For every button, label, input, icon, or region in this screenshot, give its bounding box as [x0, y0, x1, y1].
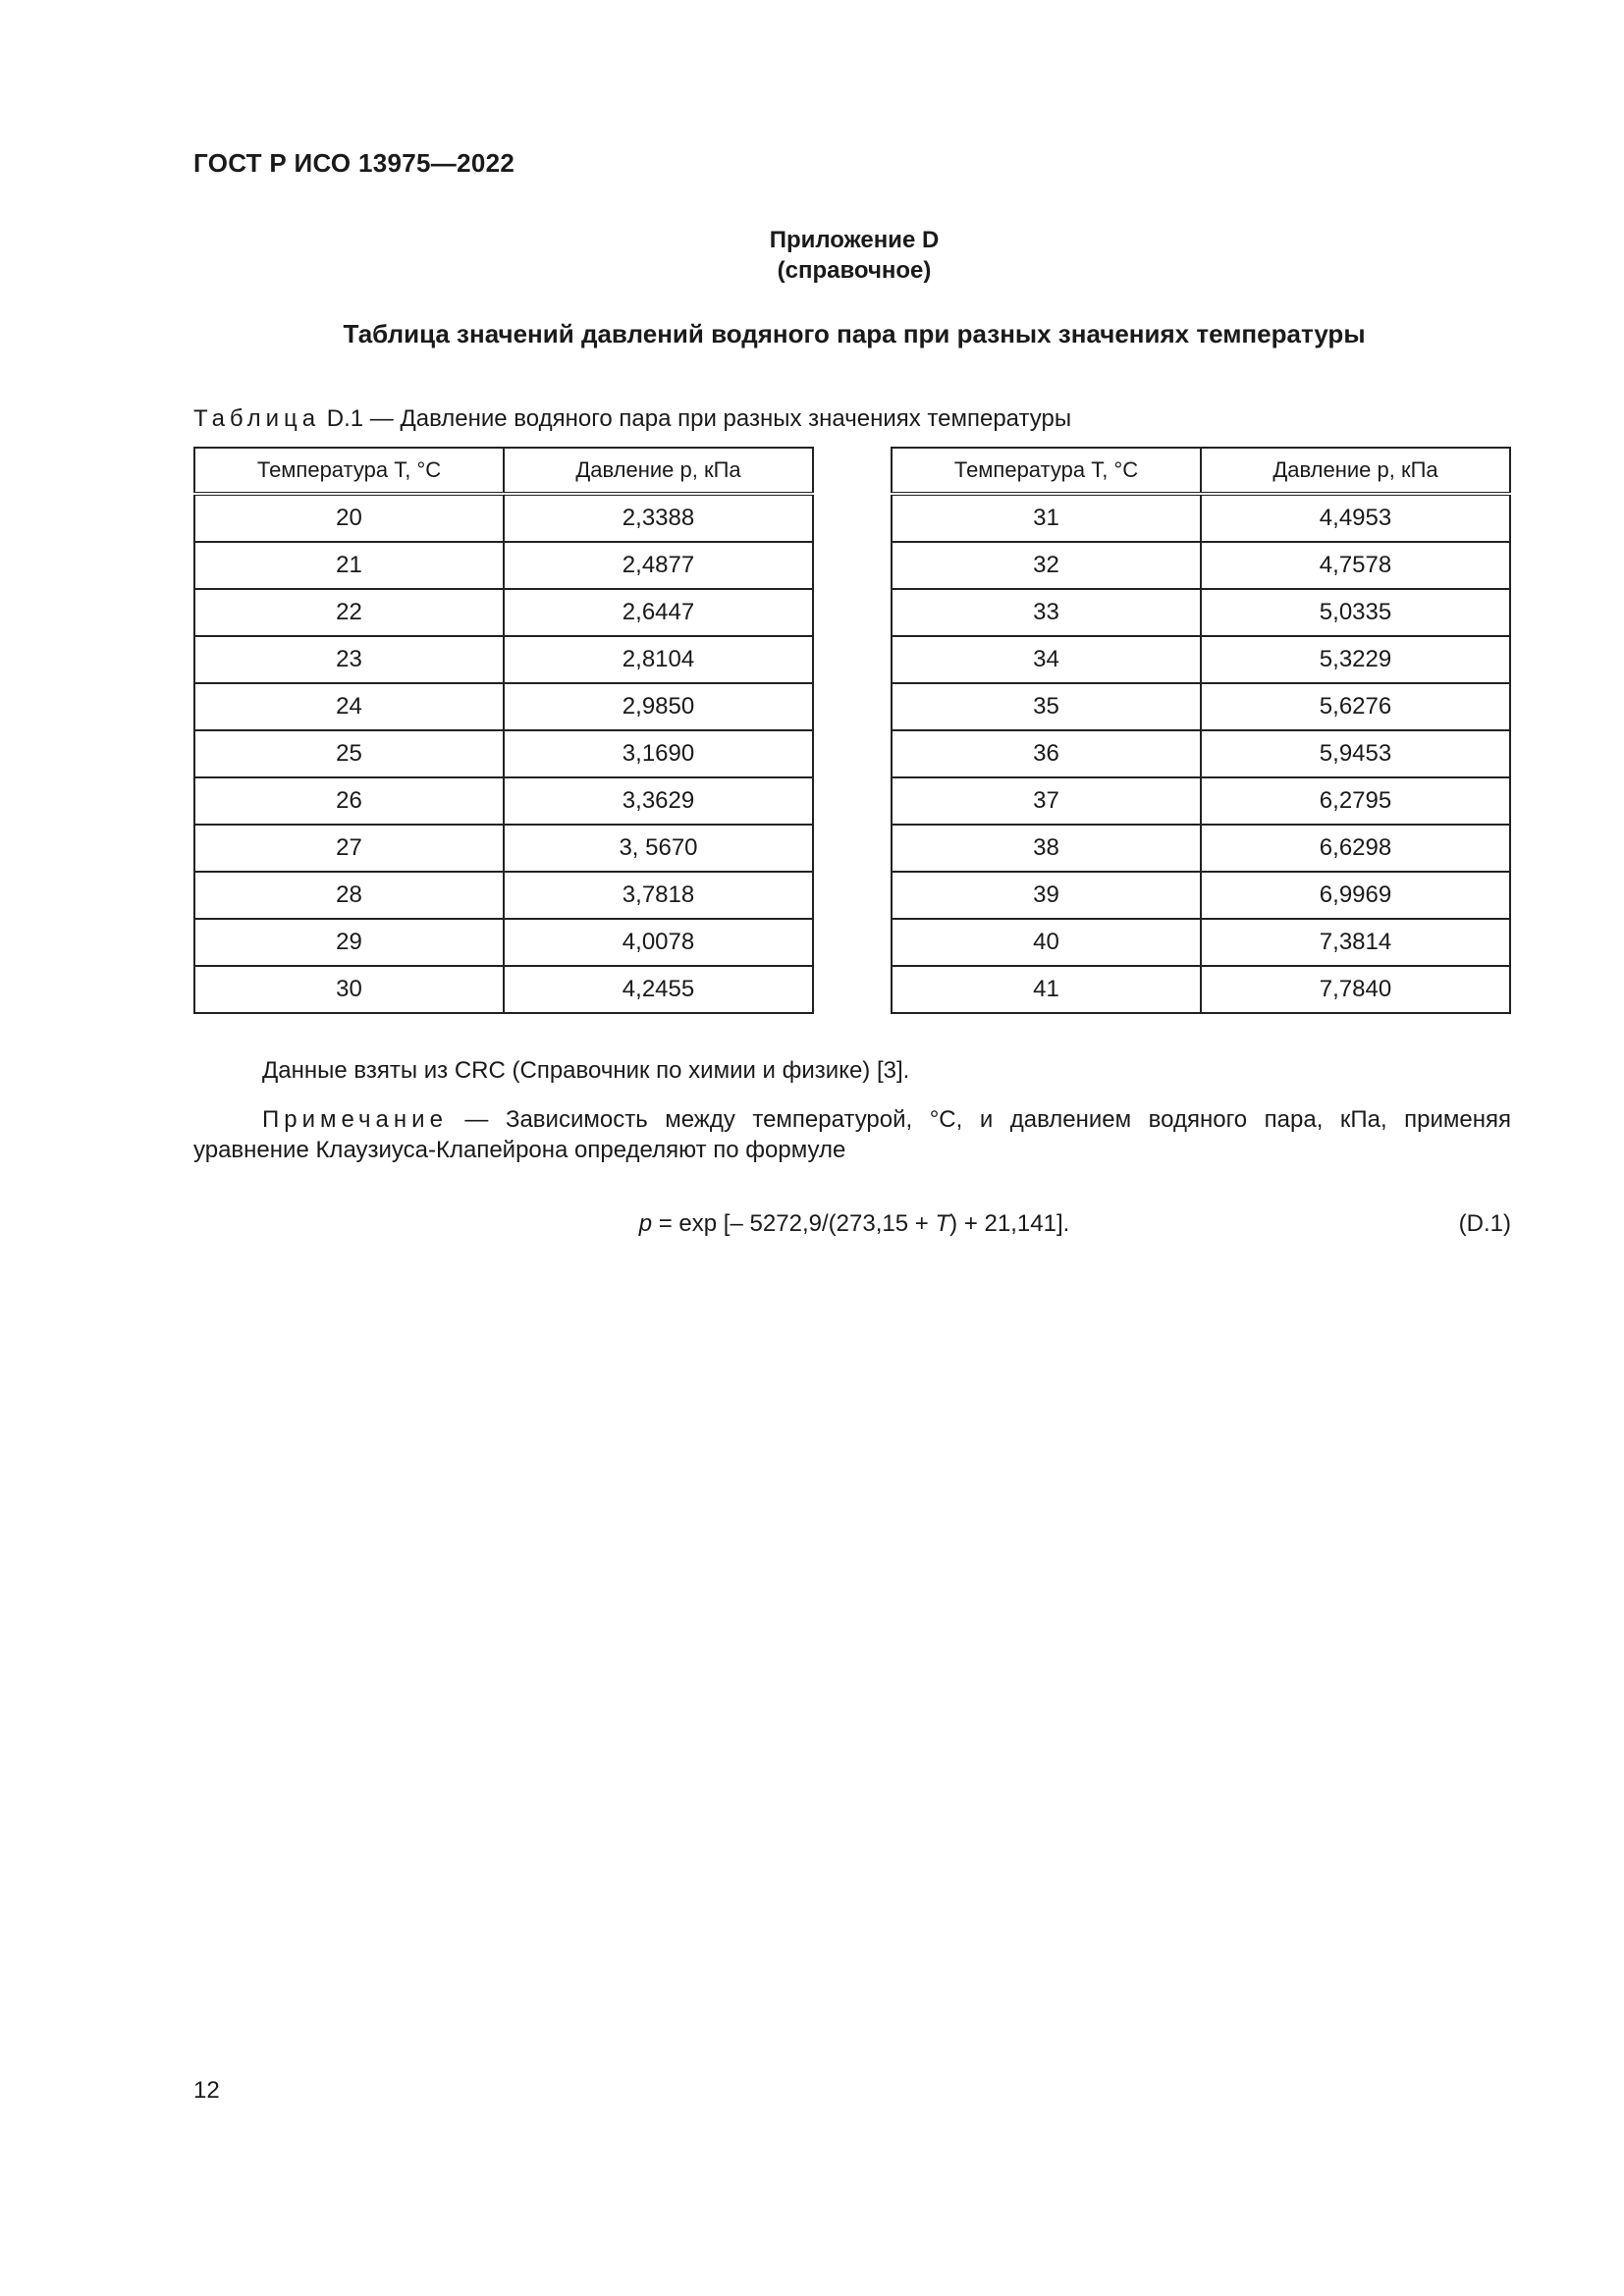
annex-label: Приложение D — [769, 227, 940, 253]
table-row — [194, 777, 813, 825]
cell-pressure: 3, 5670 — [504, 825, 813, 872]
annex-heading — [0, 225, 1624, 286]
table-row — [892, 872, 1510, 919]
table-row — [892, 494, 1510, 542]
cell-pressure: 2,6447 — [504, 589, 813, 636]
cell-temperature: 31 — [892, 494, 1201, 542]
cell-temperature: 29 — [194, 919, 504, 966]
table-row — [892, 919, 1510, 966]
cell-pressure: 6,6298 — [1201, 825, 1510, 872]
cell-temperature: 24 — [194, 683, 504, 730]
table-row — [194, 825, 813, 872]
cell-temperature: 37 — [892, 777, 1201, 825]
cell-temperature: 28 — [194, 872, 504, 919]
table-caption — [193, 405, 1071, 433]
table-row — [194, 494, 813, 542]
cell-temperature: 26 — [194, 777, 504, 825]
table-row — [892, 589, 1510, 636]
cell-pressure: 5,9453 — [1201, 730, 1510, 777]
cell-temperature: 27 — [194, 825, 504, 872]
standard-code: ГОСТ Р ИСО 13975—2022 — [193, 148, 515, 178]
cell-pressure: 7,7840 — [1201, 966, 1510, 1013]
cell-temperature: 30 — [194, 966, 504, 1013]
cell-pressure: 2,3388 — [504, 494, 813, 542]
header-pressure: Давление p, кПа — [1201, 448, 1510, 494]
table-row — [194, 542, 813, 589]
cell-temperature: 33 — [892, 589, 1201, 636]
table-row — [892, 683, 1510, 730]
table-row — [194, 872, 813, 919]
table-row — [194, 589, 813, 636]
table-row — [194, 730, 813, 777]
table-row — [194, 919, 813, 966]
annex-title: Таблица значений давлений водяного пара при разных значениях температуры — [343, 319, 1366, 348]
formula-number: (D.1) — [1458, 1210, 1511, 1237]
cell-temperature: 21 — [194, 542, 504, 589]
pressure-table-left — [193, 447, 814, 1014]
cell-pressure: 2,4877 — [504, 542, 813, 589]
source-note: Данные взяты из CRC (Справочник по химии и физике) [3]. — [262, 1057, 910, 1084]
cell-pressure: 4,7578 — [1201, 542, 1510, 589]
annex-status: (справочное) — [777, 257, 932, 284]
formula — [0, 1210, 1624, 1238]
table-row — [194, 683, 813, 730]
cell-pressure: 7,3814 — [1201, 919, 1510, 966]
table-row — [892, 730, 1510, 777]
cell-pressure: 2,9850 — [504, 683, 813, 730]
note-text: — Зависимость между температурой, °С, и давлением водяного пара, кПа, применяя уравнение Клаузиуса-Клапейрона определяют по формуле — [193, 1106, 1511, 1163]
header-pressure: Давление p, кПа — [504, 448, 813, 494]
header-temperature: Температура T, °C — [194, 448, 504, 494]
pressure-table-right — [891, 447, 1511, 1014]
note — [193, 1104, 1511, 1165]
cell-pressure: 3,7818 — [504, 872, 813, 919]
table-row — [892, 777, 1510, 825]
cell-pressure: 6,9969 — [1201, 872, 1510, 919]
cell-pressure: 5,0335 — [1201, 589, 1510, 636]
formula-expression: p = exp [– 5272,9/(273,15 + T) + 21,141]. — [638, 1210, 1070, 1237]
table-caption-prefix: Таблица — [193, 405, 321, 432]
table-caption-text: D.1 — Давление водяного пара при разных значениях температуры — [320, 405, 1072, 432]
cell-temperature: 20 — [194, 494, 504, 542]
cell-temperature: 40 — [892, 919, 1201, 966]
cell-pressure: 2,8104 — [504, 636, 813, 683]
cell-pressure: 5,3229 — [1201, 636, 1510, 683]
cell-pressure: 6,2795 — [1201, 777, 1510, 825]
header-temperature: Температура T, °C — [892, 448, 1201, 494]
cell-temperature: 25 — [194, 730, 504, 777]
cell-pressure: 4,0078 — [504, 919, 813, 966]
cell-temperature: 32 — [892, 542, 1201, 589]
cell-temperature: 36 — [892, 730, 1201, 777]
cell-temperature: 39 — [892, 872, 1201, 919]
cell-temperature: 23 — [194, 636, 504, 683]
cell-temperature: 38 — [892, 825, 1201, 872]
table-row — [892, 966, 1510, 1013]
page-number: 12 — [193, 2077, 220, 2104]
note-label: Примечание — [262, 1106, 448, 1133]
cell-pressure: 5,6276 — [1201, 683, 1510, 730]
table-header-row — [892, 448, 1510, 494]
table-row — [194, 636, 813, 683]
cell-temperature: 34 — [892, 636, 1201, 683]
cell-pressure: 4,4953 — [1201, 494, 1510, 542]
table-row — [892, 542, 1510, 589]
table-row — [194, 966, 813, 1013]
cell-temperature: 35 — [892, 683, 1201, 730]
cell-temperature: 22 — [194, 589, 504, 636]
table-row — [892, 825, 1510, 872]
cell-pressure: 4,2455 — [504, 966, 813, 1013]
table-row — [892, 636, 1510, 683]
table-header-row — [194, 448, 813, 494]
cell-pressure: 3,3629 — [504, 777, 813, 825]
cell-temperature: 41 — [892, 966, 1201, 1013]
cell-pressure: 3,1690 — [504, 730, 813, 777]
